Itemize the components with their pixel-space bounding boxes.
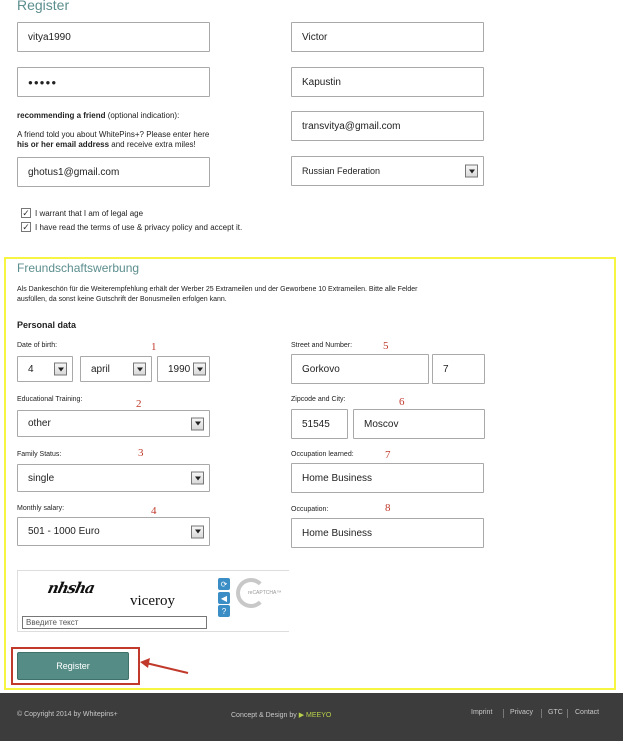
chevron-down-icon[interactable] [193, 363, 206, 376]
annotation-4: 4 [151, 505, 157, 517]
annotation-2: 2 [136, 398, 142, 410]
family-select-value: single [28, 472, 55, 484]
email-input[interactable]: transvitya@gmail.com [291, 111, 484, 141]
annotation-arrow-icon [138, 653, 190, 675]
chevron-down-icon[interactable] [133, 363, 146, 376]
footer-brand-link[interactable]: ▶ MEEYO [298, 712, 332, 719]
refresh-icon[interactable]: ⟳ [218, 578, 230, 590]
street-input[interactable]: Gorkovo [291, 354, 429, 384]
country-select-value: Russian Federation [302, 166, 381, 176]
street-number-input[interactable]: 7 [432, 354, 485, 384]
register-heading: Register [17, 0, 70, 13]
footer-concept-prefix: Concept & Design by [231, 712, 297, 719]
register-button[interactable]: Register [17, 652, 129, 680]
footer-link-contact[interactable]: Contact [575, 709, 600, 716]
friend-email-input[interactable]: ghotus1@gmail.com [17, 157, 210, 187]
dob-year-select[interactable] [157, 356, 210, 382]
dob-month-select[interactable] [80, 356, 152, 382]
occupation-label: Occupation: [291, 506, 329, 513]
dob-year-value: 1990 [168, 363, 191, 375]
recommend-label [17, 111, 179, 120]
recommend-desc-line1: A friend told you about WhitePins+? Please enter here [17, 130, 210, 139]
dob-label: Date of birth: [17, 342, 58, 349]
country-select[interactable] [291, 156, 484, 186]
footer-separator [541, 709, 542, 718]
terms-checkbox[interactable]: ✓ [22, 222, 30, 232]
referral-desc-line2: ausfüllen, da sonst keine Gutschrift der Bonusmeilen erfolgen kann. [17, 296, 227, 303]
help-icon[interactable]: ? [218, 605, 230, 617]
personal-data-heading: Personal data [17, 320, 77, 330]
captcha-input[interactable]: Введите текст [22, 616, 207, 629]
chevron-down-icon[interactable] [191, 472, 204, 485]
captcha-word-2: viceroy [130, 593, 175, 609]
family-select[interactable] [17, 464, 210, 492]
footer-link-gtc[interactable]: GTC [548, 709, 563, 716]
footer-separator [567, 709, 568, 718]
street-label: Street and Number: [291, 342, 353, 349]
chevron-down-icon[interactable] [191, 417, 204, 430]
recaptcha-logo-text: reCAPTCHA™ [248, 590, 282, 596]
annotation-6: 6 [399, 396, 405, 408]
annotation-3: 3 [138, 447, 144, 459]
footer [0, 693, 623, 741]
password-input[interactable]: ●●●●● [17, 67, 210, 97]
recommend-label-rest: (optional indication): [105, 111, 180, 120]
city-input[interactable]: Moscov [353, 409, 485, 439]
edu-label: Educational Training: [17, 396, 83, 403]
chevron-down-icon[interactable] [191, 525, 204, 538]
zipcode-input[interactable]: 51545 [291, 409, 348, 439]
edu-select[interactable] [17, 410, 210, 437]
zip-label: Zipcode and City: [291, 396, 346, 403]
age-checkbox-label: I warrant that I am of legal age [35, 209, 144, 218]
occupation-learned-label: Occupation learned: [291, 451, 354, 458]
referral-desc-line1: Als Dankeschön für die Weiterempfehlung erhält der Werber 25 Extrameilen und der Geworbene 10 Extrameilen. Bitte alle Felder [17, 286, 418, 293]
footer-link-imprint[interactable]: Imprint [471, 709, 493, 716]
recommend-desc-rest: and receive extra miles! [109, 140, 196, 149]
annotation-8: 8 [385, 502, 391, 514]
first-name-input[interactable]: Victor [291, 22, 484, 52]
captcha-image [20, 575, 206, 611]
last-name-input[interactable]: Kapustin [291, 67, 484, 97]
captcha-word-1: nhsha [46, 579, 96, 597]
age-checkbox[interactable]: ✓ [22, 208, 30, 218]
footer-separator [503, 709, 504, 718]
footer-link-privacy[interactable]: Privacy [510, 709, 533, 716]
chevron-down-icon[interactable] [465, 165, 478, 178]
dob-day-select[interactable] [17, 356, 73, 382]
annotation-1: 1 [151, 341, 157, 353]
salary-select[interactable] [17, 517, 210, 546]
footer-concept [231, 711, 331, 719]
chevron-down-icon[interactable] [54, 363, 67, 376]
salary-label: Monthly salary: [17, 505, 65, 512]
recommend-label-bold: recommending a friend [17, 111, 106, 120]
salary-select-value: 501 - 1000 Euro [28, 526, 100, 537]
dob-day-value: 4 [28, 363, 34, 375]
referral-heading: Freundschaftswerbung [17, 261, 140, 275]
occupation-input[interactable]: Home Business [291, 518, 484, 548]
audio-icon[interactable]: ◀ [218, 592, 230, 604]
terms-checkbox-label: I have read the terms of use & privacy policy and accept it. [35, 223, 243, 232]
dob-month-value: april [91, 363, 110, 375]
recommend-desc-line2 [17, 140, 196, 149]
family-label: Family Status: [17, 451, 62, 458]
annotation-5: 5 [383, 340, 389, 352]
recommend-desc-bold: his or her email address [17, 140, 110, 149]
occupation-learned-input[interactable]: Home Business [291, 463, 484, 493]
edu-select-value: other [28, 418, 51, 429]
username-input[interactable]: vitya1990 [17, 22, 210, 52]
annotation-7: 7 [385, 449, 391, 461]
footer-copyright: © Copyright 2014 by Whitepins+ [17, 711, 118, 718]
